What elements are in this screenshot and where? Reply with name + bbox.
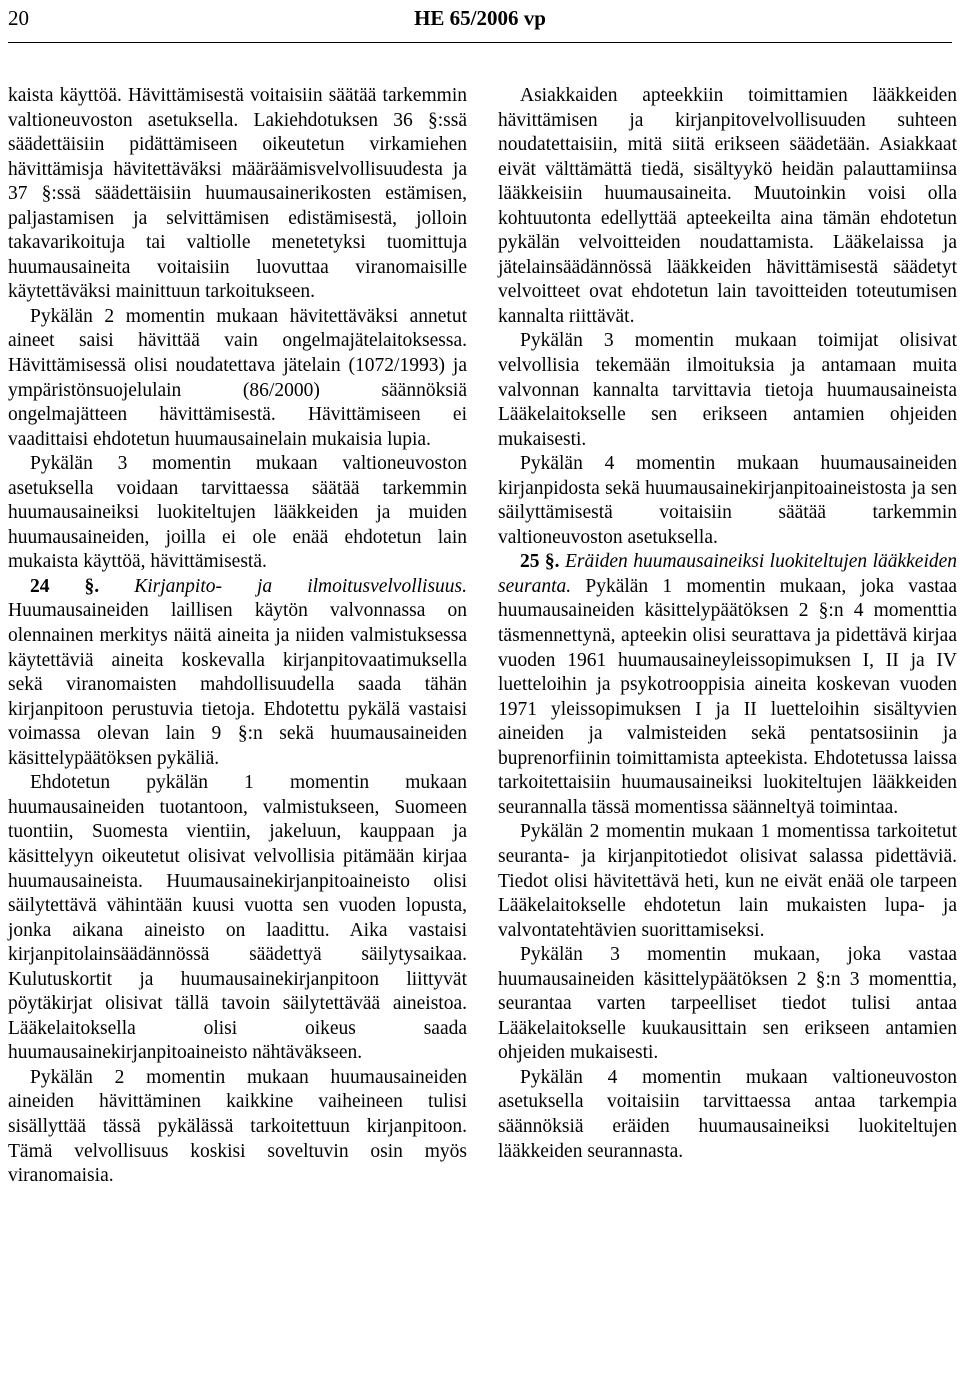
- section-text: Pykälän 1 momentin mukaan, joka vastaa huumausaineiden käsittelypäätöksen 2 §:n 4 momenttia täsmennettynä, apteekin olisi seurattava ja pidettävä kirjaa vuoden 1961 huumausaineyleissopimuksen I, II ja IV luetteloihin ja psykotrooppisia aineita koskevan vuoden 1971 yleissopimuksen I ja II luetteloihin sisältyvien aineiden ja valmisteiden sekä pentatsosiinin ja buprenorfiinin toimittamista apteekista. Ehdotetussa laissa tarkoitettaisiin huumausaineiksi luokiteltujen lääkkeiden seurannalla tässä momentissa säänneltyä toimintaa.: [498, 575, 958, 818]
- paragraph: Pykälän 3 momentin mukaan, joka vastaa huumausaineiden käsittelypäätöksen 2 §:n 3 momenttia, seurantaa varten tarpeelliset tiedot tulisi antaa Lääkelaitokselle kuukausittain sen erikseen antamien ohjeiden mukaisesti.: [498, 944, 957, 1064]
- page-number: 20: [8, 6, 29, 30]
- section-number: 25 §.: [520, 551, 560, 573]
- section-text: Huumausaineiden laillisen käytön valvonnassa on olennainen merkitys näitä aineita ja niiden valmistuksessa käytettäviä aineita koskevalla kirjanpitovaatimuksella sekä viranomaisten mahdollisuudella saada tähän kirjanpitoon perustuvia tietoja. Ehdotettu pykälä vastaisi voimassa olevan lain 9 §:n sekä huumausaineiden käsittelypäätöksen pykäliä.: [8, 600, 467, 769]
- right-column: [498, 84, 957, 1164]
- paragraph: Ehdotetun pykälän 1 momentin mukaan huumausaineiden tuotantoon, valmistukseen, Suomeen tuontiin, Suomesta vientiin, jakeluun, kauppaan ja käsittelyyn oikeutetut olisivat velvollisia pitämään kirjaa huumausaineista. Huumausainekirjanpitoaineisto olisi säilytettävä vähintään kuusi vuotta sen vuoden lopusta, jonka aikana aineisto on laadittu. Aika vastaisi kirjanpitolainsäädännössä säädettyä säilytysaikaa. Kulutuskortit ja huumausainekirjanpitoon liittyvät pöytäkirjat olisivat tällä tavoin säilytettävää aineistoa. Lääkelaitoksella olisi oikeus saada huumausainekirjanpitoaineisto nähtäväkseen.: [8, 772, 467, 1064]
- paragraph: Pykälän 3 momentin mukaan toimijat olisivat velvollisia tekemään ilmoituksia ja antamaan muita valvonnan kannalta tarvittavia tietoja huumausaineista Lääkelaitokselle sen erikseen antamien ohjeiden mukaisesti.: [498, 330, 957, 450]
- paragraph: Asiakkaiden apteekkiin toimittamien lääkkeiden hävittämisen ja kirjanpitovelvollisuuden suhteen noudatettaisiin, mitä siitä erikseen säädetään. Asiakkaat eivät välttämättä tiedä, sisältyykö heidän palauttamiinsa lääkkeisiin huumausaineita. Muutoinkin voisi olla kohtuutonta edellyttää apteekeilta aina tämän ehdotetun pykälän velvoitteiden noudattamista. Lääkelaissa ja jätelainsäädännössä lääkkeiden hävittämisestä säädetyt velvoitteet ovat ehdotetun lain tavoitteiden toteutumisen kannalta riittävät.: [498, 85, 957, 327]
- section-25: [498, 550, 957, 820]
- section-title: Eräiden huumausaineiksi luokiteltujen lääkkeiden seuranta.: [498, 551, 958, 597]
- paragraph: Pykälän 2 momentin mukaan 1 momentissa tarkoitetut seuranta- ja kirjanpitotiedot olisivat salassa pidettäviä. Tiedot olisi hävitettävä heti, kun ne eivät enää ole tarpeen Lääkelaitokselle ehdotetun lain mukaisten lupa- ja valvontatehtävien suorittamiseksi.: [498, 821, 957, 941]
- document-id: HE 65/2006 vp: [414, 6, 546, 30]
- paragraph: Pykälän 4 momentin mukaan valtioneuvoston asetuksella voitaisiin tarvittaessa antaa tarkempia säännöksiä eräiden huumausaineiksi luokiteltujen lääkkeiden seurannasta.: [498, 1066, 957, 1162]
- page-header: [8, 0, 952, 40]
- left-column: [8, 84, 467, 1189]
- paragraph: Pykälän 2 momentin mukaan huumausaineiden aineiden hävittäminen kaikkine vaiheineen tulisi sisällyttää tässä pykälässä tarkoitettuun kirjanpitoon. Tämä velvollisuus koskisi soveltuvin osin myös viranomaisia.: [8, 1066, 467, 1187]
- section-number: 24 §.: [30, 575, 100, 597]
- section-24: [8, 575, 467, 771]
- header-rule: [8, 42, 952, 43]
- paragraph: Pykälän 4 momentin mukaan huumausaineiden kirjanpidosta sekä huumausainekirjanpitoaineistosta ja sen säilyttämisestä voitaisiin säätää tarkemmin valtioneuvoston asetuksella.: [498, 453, 957, 548]
- paragraph: kaista käyttöä. Hävittämisestä voitaisiin säätää tarkemmin valtioneuvoston asetuksella. Lakiehdotuksen 36 §:ssä säädettäisiin pidättämiseen oikeutetun virkamiehen hävittämisja hävitettäväksi määräämisvelvollisuudesta ja 37 §:ssä säädettäisiin huumausainerikosten estämisen, paljastamisen ja selvittämisen edistämisestä, jolloin takavarikoituja tai valtiolle menetetyksi tuomittuja huumausaineita voitaisiin luovuttaa viranomaisille käytettäväksi mainittuun tarkoitukseen.: [8, 85, 467, 303]
- paragraph: Pykälän 2 momentin mukaan hävitettäväksi annetut aineet saisi hävittää vain ongelmajätelaitoksessa. Hävittämisessä olisi noudatettava jätelain (1072/1993) ja ympäristönsuojelulain (86/2000) säännöksiä ongelmajätteen hävittämisestä. Hävittämiseen ei vaadittaisi ehdotetun huumausainelain mukaisia lupia.: [8, 305, 467, 450]
- paragraph: Pykälän 3 momentin mukaan valtioneuvoston asetuksella voidaan tarvittaessa säätää tarkemmin huumausaineiksi luokiteltujen lääkkeiden ja muiden huumausaineiden, joilla ei ole enää ehdotetun lain mukaista käyttöä, hävittämisestä.: [8, 453, 467, 573]
- section-title: Kirjanpito- ja ilmoitusvelvollisuus.: [134, 575, 468, 597]
